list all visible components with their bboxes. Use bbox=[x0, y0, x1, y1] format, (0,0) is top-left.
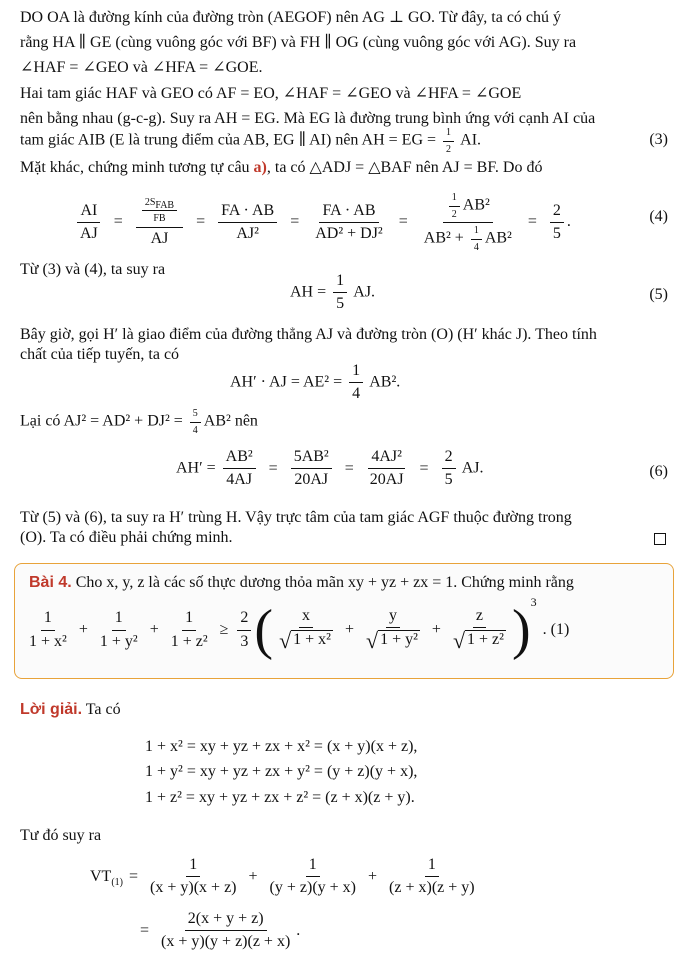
denominator: 2 bbox=[451, 208, 457, 220]
lhs: AH′ = bbox=[176, 459, 216, 477]
denominator: 5 bbox=[336, 295, 345, 313]
numerator: 1 bbox=[349, 362, 363, 383]
text-segment: Mặt khác, chứng minh tương tự câu bbox=[20, 159, 250, 176]
problem-statement bbox=[29, 574, 574, 592]
numerator: 1 bbox=[471, 225, 482, 240]
text-line: Từ (3) và (4), ta suy ra bbox=[20, 261, 166, 278]
denominator: 5 bbox=[552, 225, 561, 242]
numerator: z bbox=[473, 607, 486, 628]
equation-6: AH′ = $\frac{\text{AB²}}{4AJ}$ = $\frac{\text{5AB²}}{20AJ}$ = $\frac{\text{4AJ²}}{20AJ}$ = $\frac{2}{5}$ AJ. bbox=[176, 448, 484, 489]
denominator: AJ bbox=[150, 229, 169, 247]
text-segment: , ta có △ADJ = △BAF nên AJ = BF. Do đó bbox=[266, 159, 543, 176]
numerator: AI bbox=[77, 202, 100, 223]
lhs: AH = bbox=[290, 283, 327, 301]
subscript: FAB bbox=[155, 199, 175, 211]
numerator: 1 bbox=[306, 856, 320, 877]
denominator: 20AJ bbox=[294, 471, 329, 489]
text-line: DO OA là đường kính của đường tròn (AEGOF) nên AG ⊥ GO. Từ đây, ta có chú ý bbox=[20, 9, 562, 26]
section-reference: a) bbox=[253, 159, 267, 176]
solution-intro: Ta có bbox=[85, 701, 121, 718]
identity-1: 1 + x² = xy + yz + zx + x² = (x + y)(x + z), bbox=[145, 738, 418, 755]
denominator: 4 bbox=[352, 385, 361, 403]
text-line: Tư đó suy ra bbox=[20, 827, 102, 844]
fraction bbox=[386, 856, 478, 898]
text-segment: tam giác AIB (E là trung điểm của AB, EG ∥ AI) nên AH = EG = bbox=[20, 131, 437, 149]
rhs: AB². bbox=[369, 373, 401, 391]
text-line: nên bằng nhau (g-c-g). Suy ra AH = EG. Mà EG là đường trung bình ứng với cạnh AI của bbox=[20, 110, 596, 127]
fraction bbox=[443, 127, 454, 155]
fraction bbox=[223, 448, 256, 490]
text-line: rằng HA ∥ GE (cùng vuông góc với BF) và FH ∥ OG (cùng vuông góc với AG). Suy ra bbox=[20, 34, 577, 51]
denominator: 1 + x² bbox=[29, 632, 67, 650]
denominator: (z + x)(z + y) bbox=[389, 879, 475, 897]
problem-text: Cho x, y, z là các số thực dương thỏa mãn xy + yz + zx = 1. Chứng minh rằng bbox=[75, 574, 574, 591]
rhs: AJ. bbox=[461, 459, 484, 477]
fraction bbox=[312, 202, 386, 244]
fraction bbox=[26, 609, 70, 651]
numerator bbox=[142, 197, 177, 212]
term: AB² bbox=[462, 196, 490, 214]
denominator: 4 bbox=[192, 424, 198, 436]
text-line bbox=[20, 158, 542, 178]
inequality: $\frac{1}{\text{1 + x²}}$ + $\frac{1}{\text{1 + y²}}$ + $\frac{1}{\text{1 + z²}}$ ≥ $\frac{2}{3}$ ( x √ 1 + x² + y √ 1 + y² + z √ 1 + z² ) 3 . (1) bbox=[23, 602, 569, 658]
fraction bbox=[147, 856, 239, 898]
text-line bbox=[20, 127, 481, 155]
fraction bbox=[442, 448, 456, 490]
text-line: chất của tiếp tuyến, ta có bbox=[20, 346, 180, 363]
denominator: (y + z)(y + x) bbox=[269, 879, 356, 897]
term: AB² + bbox=[423, 229, 464, 247]
vt-text: VT bbox=[90, 867, 112, 885]
exponent: 3 bbox=[530, 594, 537, 609]
fraction bbox=[168, 609, 211, 651]
fraction bbox=[367, 448, 407, 490]
numerator: 4AJ² bbox=[368, 448, 405, 469]
equation-5 bbox=[290, 272, 375, 314]
qed-box bbox=[654, 532, 666, 550]
text-line: Hai tam giác HAF và GEO có AF = EO, ∠HAF = ∠GEO và ∠HFA = ∠GOE bbox=[20, 85, 522, 102]
fraction bbox=[363, 607, 423, 654]
text-segment: AI. bbox=[460, 131, 482, 149]
fraction bbox=[291, 448, 332, 490]
fraction bbox=[349, 362, 363, 404]
numerator: FA · AB bbox=[218, 202, 277, 223]
denominator: AD² + DJ² bbox=[315, 225, 383, 242]
equation-4: $\frac{AI}{AJ}$ = $\frac{\frac{2S_{FAB}}{FB}}{AJ}$ = $\frac{FA \cdot AB}{\text{AJ²}}$ = $\frac{FA \cdot AB}{\text{AD² + DJ²}}$ = $\frac{1}{2}$ AB² AB² + $\frac{1}{4}$ AB² = $\frac{2}{5}$ . bbox=[74, 192, 571, 253]
vt-subscript: (1) bbox=[111, 877, 123, 889]
rhs: AJ. bbox=[353, 283, 376, 301]
equation-tag: . (1) bbox=[542, 621, 570, 638]
vt-line-2: = $\frac{2(x + y + z)}{(x + y)(y + z)(z + x)}$ . bbox=[140, 910, 301, 951]
denominator bbox=[421, 223, 515, 253]
fraction bbox=[237, 609, 251, 651]
numerator: AB² bbox=[223, 448, 256, 469]
numerator: 1 bbox=[425, 856, 439, 877]
radicand: 1 + y² bbox=[378, 630, 420, 652]
fraction bbox=[450, 607, 509, 654]
equation-tag: (3) bbox=[649, 131, 668, 148]
fraction bbox=[158, 910, 293, 952]
numerator: 1 bbox=[186, 856, 200, 877]
fraction bbox=[136, 197, 183, 248]
denominator: (x + y)(y + z)(z + x) bbox=[161, 933, 291, 951]
fraction bbox=[276, 607, 336, 654]
lhs: AH′ · AJ = AE² = bbox=[230, 373, 343, 391]
denominator bbox=[450, 628, 509, 653]
denominator: 1 + z² bbox=[170, 632, 208, 650]
text-segment: AB² nên bbox=[203, 412, 258, 430]
radicand: 1 + z² bbox=[465, 630, 506, 652]
numerator: 1 bbox=[41, 609, 55, 630]
equation-tag: (5) bbox=[649, 286, 668, 303]
equation-tag: (4) bbox=[649, 208, 668, 225]
numerator: 2 bbox=[550, 202, 564, 223]
text-line: ∠HAF = ∠GEO và ∠HFA = ∠GOE. bbox=[20, 59, 263, 76]
vt-line-1: $VT_{(1)}$ = $\frac{1}{(x + y)(x + z)}$ + $\frac{1}{(y + z)(y + x)}$ + $\frac{1}{(z + x)(z + y)}$ bbox=[90, 856, 481, 898]
denominator: 2 bbox=[446, 143, 452, 155]
denominator: (x + y)(x + z) bbox=[150, 879, 237, 897]
denominator: 3 bbox=[240, 632, 249, 650]
text-line: Bây giờ, gọi H′ là giao điểm của đường thẳng AJ và đường tròn (O) (H′ khác J). Theo tính bbox=[20, 326, 597, 343]
identity-3: 1 + z² = xy + yz + zx + z² = (z + x)(z + y). bbox=[145, 789, 415, 806]
fraction bbox=[267, 856, 359, 898]
equation-tag: (6) bbox=[649, 463, 668, 480]
text-line: Từ (5) và (6), ta suy ra H′ trùng H. Vậy trực tâm của tam giác AGF thuộc đường trong bbox=[20, 509, 572, 526]
fraction bbox=[77, 202, 101, 244]
problem-box bbox=[14, 563, 674, 679]
fraction bbox=[550, 202, 564, 244]
numerator: 5AB² bbox=[291, 448, 332, 469]
fraction bbox=[97, 609, 141, 651]
text-line: (O). Ta có điều phải chứng minh. bbox=[20, 529, 233, 546]
numerator bbox=[136, 197, 183, 228]
problem-label: Bài 4. bbox=[29, 574, 72, 591]
identity-2: 1 + y² = xy + yz + zx + y² = (y + z)(y + x), bbox=[145, 763, 418, 780]
denominator bbox=[276, 628, 336, 653]
denominator: 20AJ bbox=[369, 471, 404, 489]
left-paren: ( bbox=[254, 599, 274, 661]
solution-heading bbox=[20, 700, 121, 720]
fraction bbox=[449, 192, 460, 220]
denominator bbox=[363, 628, 423, 653]
numerator: 1 bbox=[112, 609, 126, 630]
numerator: 2(x + y + z) bbox=[185, 910, 267, 931]
radicand: 1 + x² bbox=[291, 630, 333, 652]
denominator: FB bbox=[153, 213, 166, 225]
area-symbol: 2S bbox=[144, 196, 156, 208]
numerator: 5 bbox=[190, 408, 201, 423]
fraction bbox=[471, 225, 482, 253]
denominator: 4AJ bbox=[226, 471, 253, 489]
denominator: 4 bbox=[473, 241, 479, 253]
geq-sign: ≥ bbox=[219, 621, 229, 638]
numerator: 2 bbox=[442, 448, 456, 469]
fraction bbox=[333, 272, 347, 314]
text-line bbox=[20, 408, 258, 436]
period: . bbox=[296, 921, 301, 939]
sqrt: √ 1 + z² bbox=[452, 628, 504, 653]
fraction bbox=[142, 197, 177, 225]
vt-symbol bbox=[90, 867, 123, 889]
equation-tangent bbox=[230, 362, 400, 404]
numerator bbox=[443, 192, 493, 223]
numerator: 1 bbox=[449, 192, 460, 207]
sqrt: √ 1 + y² bbox=[366, 628, 418, 653]
numerator: x bbox=[299, 607, 313, 628]
fraction bbox=[190, 408, 201, 436]
denominator: AJ bbox=[80, 225, 98, 242]
text-segment: Lại có AJ² = AD² + DJ² = bbox=[20, 412, 183, 430]
fraction bbox=[218, 202, 277, 244]
numerator: 2 bbox=[237, 609, 251, 630]
numerator: 1 bbox=[182, 609, 196, 630]
fraction bbox=[421, 192, 515, 253]
term: AB² bbox=[484, 229, 512, 247]
denominator: AJ² bbox=[236, 225, 259, 242]
numerator: 1 bbox=[443, 127, 454, 142]
numerator: y bbox=[386, 607, 400, 628]
numerator: FA · AB bbox=[319, 202, 378, 223]
sqrt: √ 1 + x² bbox=[279, 628, 331, 653]
denominator: 1 + y² bbox=[99, 632, 138, 650]
right-paren: ) bbox=[511, 599, 531, 661]
denominator: 5 bbox=[444, 471, 453, 489]
solution-label: Lời giải. bbox=[20, 701, 83, 718]
numerator: 1 bbox=[333, 272, 347, 293]
